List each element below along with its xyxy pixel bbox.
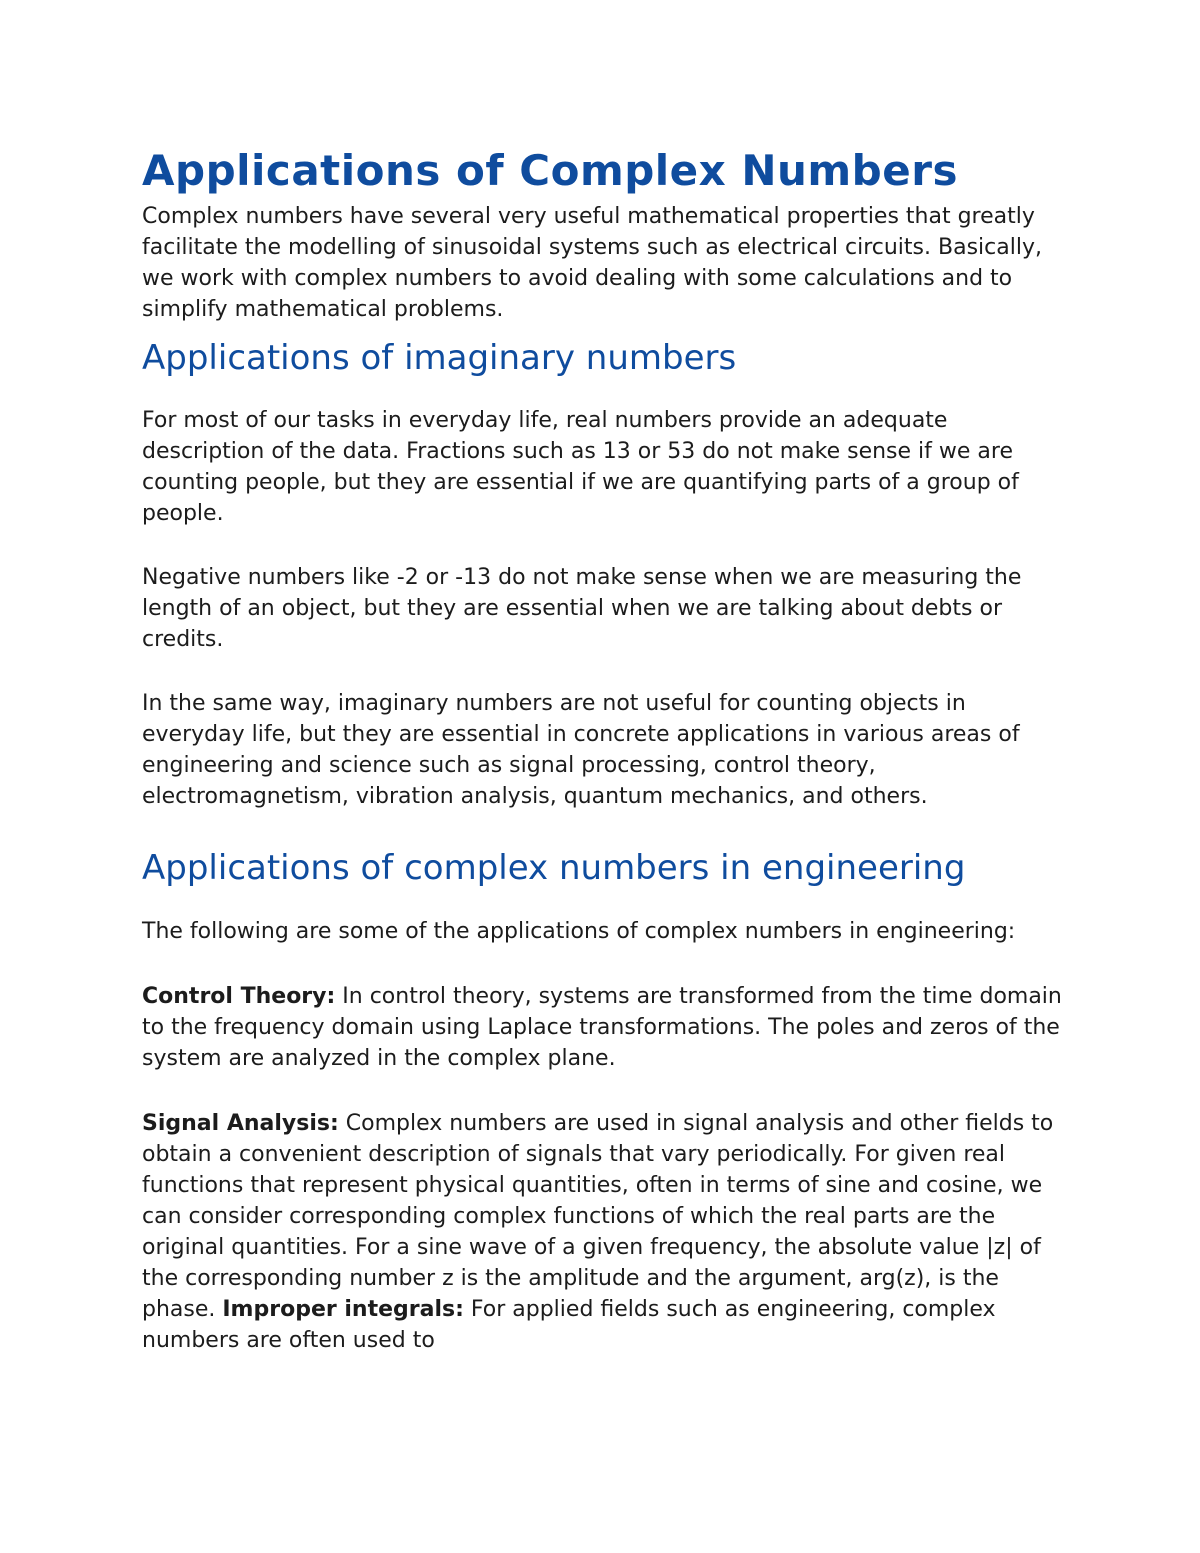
document-title: Applications of Complex Numbers: [142, 146, 958, 195]
paragraph-control-theory: [142, 981, 1072, 1074]
paragraph-real-numbers: For most of our tasks in everyday life, real numbers provide an adequate description of the data. Fractions such as 13 or 53 do not make sense if we are counting people, but they are essential if we are quantifying parts of a group of people.: [142, 408, 1019, 526]
paragraph-negative-numbers: Negative numbers like -2 or -13 do not make sense when we are measuring the length of an object, but they are essential when we are talking about debts or credits.: [142, 565, 1022, 652]
section-heading-engineering: Applications of complex numbers in engineering: [142, 848, 966, 888]
section-heading-imaginary: Applications of imaginary numbers: [142, 338, 737, 378]
signal-analysis-text: Complex numbers are used in signal analysis and other fields to obtain a convenient description of signals that vary periodically. For given real functions that represent physical quantities, often in terms of sine and cosine, we can consider corresponding complex functions of which the real parts are the original quantities. For a sine wave of a given frequency, the absolute value |z| of the corresponding number z is the amplitude and the argument, arg(z), is the phase.: [142, 1111, 1054, 1322]
signal-analysis-label: Signal Analysis:: [142, 1111, 339, 1136]
improper-integrals-label: Improper integrals:: [222, 1297, 464, 1322]
paragraph-signal-analysis: [142, 1108, 1072, 1356]
control-theory-text: In control theory, systems are transformed from the time domain to the frequency domain using Laplace transformations. The poles and zeros of the system are analyzed in the complex plane.: [142, 984, 1062, 1071]
control-theory-label: Control Theory:: [142, 984, 336, 1009]
intro-paragraph: Complex numbers have several very useful mathematical properties that greatly facilitate the modelling of sinusoidal systems such as electrical circuits. Basically, we work with complex numbers to avoid dealing with some calculations and to simplify mathematical problems.: [142, 204, 1042, 322]
paragraph-engineering-intro: The following are some of the applications of complex numbers in engineering:: [142, 919, 1016, 944]
paragraph-imaginary-numbers: In the same way, imaginary numbers are not useful for counting objects in everyday life, but they are essential in concrete applications in various areas of engineering and science such as signal processing, control theory, electromagnetism, vibration analysis, quantum mechanics, and others.: [142, 691, 1020, 809]
improper-integrals-text: For applied fields such as engineering, complex numbers are often used to: [142, 1297, 996, 1353]
document-page: [142, 142, 1072, 1356]
